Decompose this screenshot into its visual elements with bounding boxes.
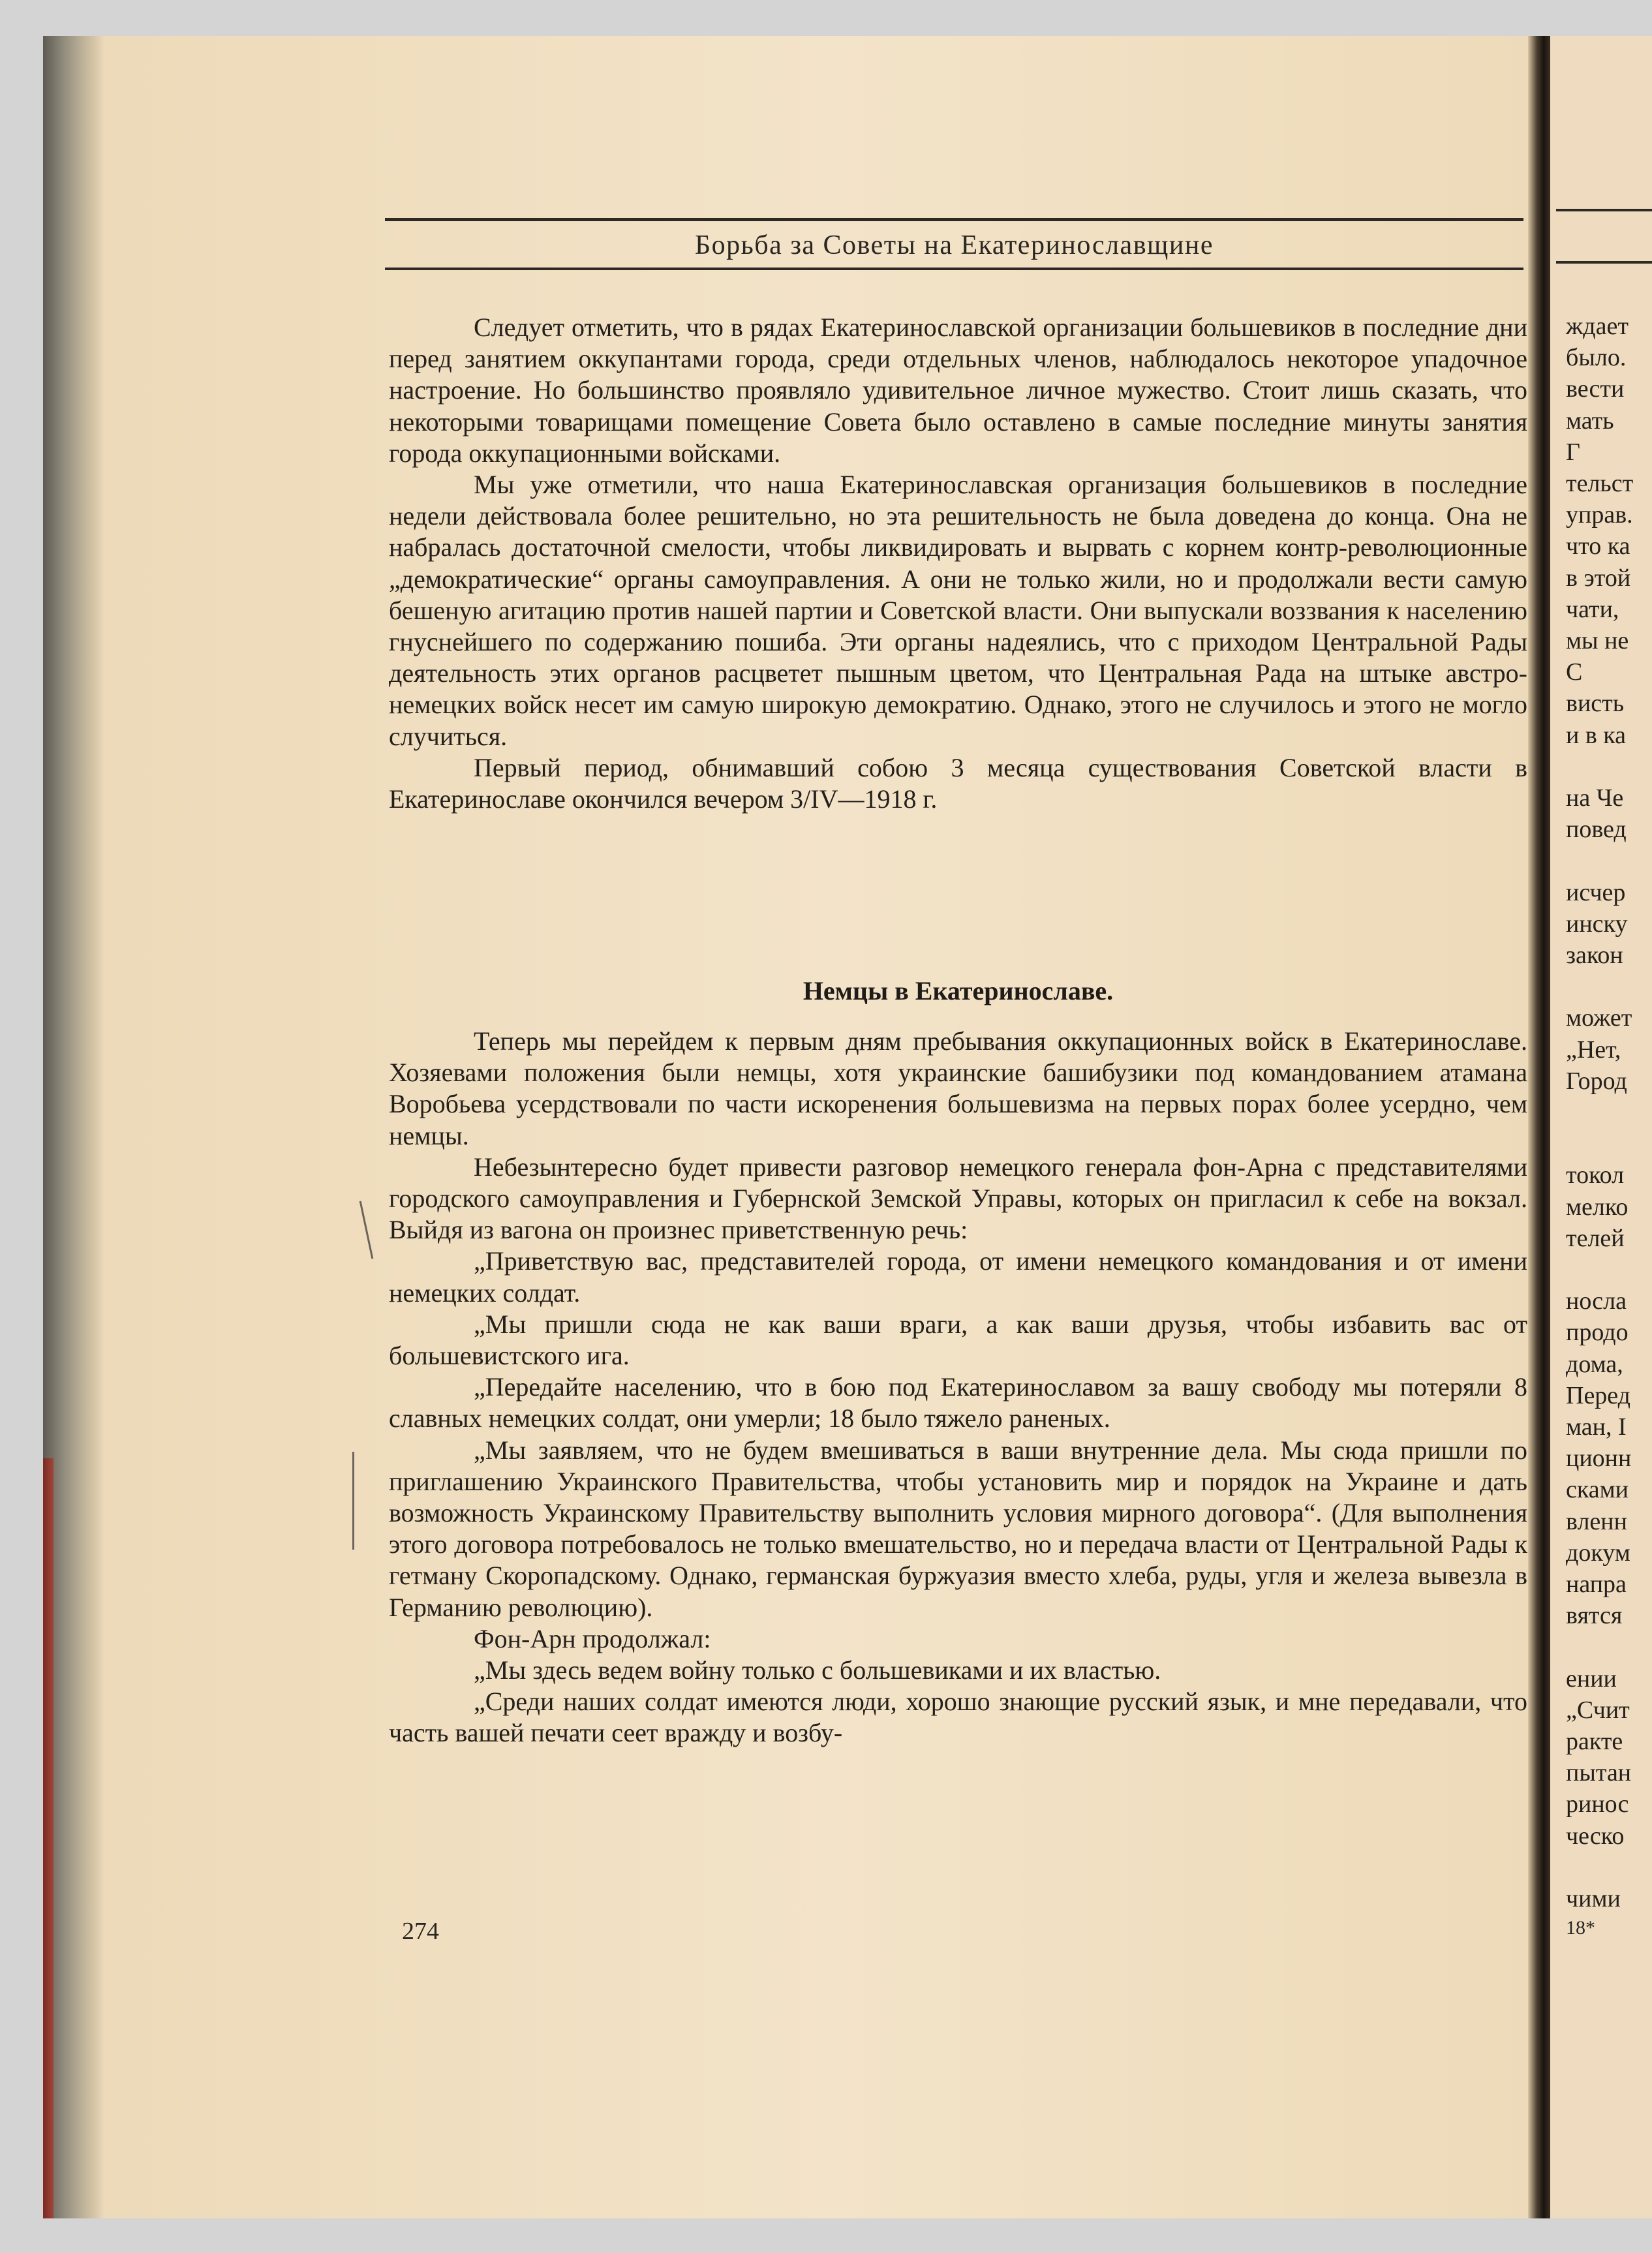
next-page-line: „Нет, <box>1566 1035 1621 1064</box>
quote-paragraph: „Среди наших солдат имеются люди, хорошо знающие русский язык, и мне передавали, что часть вашей печати сеет вражду и возбу- <box>389 1687 1527 1748</box>
next-page-line: чими <box>1566 1885 1621 1912</box>
paragraph: Фон-Арн продолжал: <box>474 1623 711 1653</box>
next-page-line: токол <box>1566 1161 1625 1189</box>
next-page-line: ческо <box>1566 1822 1625 1850</box>
next-page-line: что ка <box>1566 532 1630 560</box>
next-page-line: вятся <box>1566 1602 1623 1630</box>
next-page-line: закон <box>1566 942 1623 969</box>
next-page-line: исчер <box>1566 878 1626 906</box>
next-page-line: вести <box>1566 375 1625 403</box>
quote-paragraph: „Мы здесь ведем войну только с большевиками и их властью. <box>474 1655 1161 1685</box>
next-page-line: и в ка <box>1566 721 1627 749</box>
next-page-line: ении <box>1566 1664 1617 1693</box>
cover-red-edge <box>43 1458 54 2218</box>
next-page-line: пытан <box>1566 1759 1632 1787</box>
next-page-line: ждает <box>1566 313 1629 340</box>
next-page-line: тельст <box>1566 470 1634 497</box>
next-page-line: на Че <box>1566 784 1624 812</box>
next-page-line: мелко <box>1566 1193 1629 1221</box>
quote-paragraph: „Мы заявляем, что не будем вмешиваться в ваши внутренние дела. Мы сюда пришли по приглашению Украинского Правительства, чтобы установить мир и порядок на Украине и дать возможность Украинскому Правительству выполнить условия мирного договора“. (Для выполнения этого договора потребовалось не только вмешательство, но и передача власти от Центральной Рады к гетману Скоропадскому. Однако, германская буржуазия вместо хлеба, руды, угля и железа вывезла в Германию революцию). <box>389 1435 1527 1622</box>
paragraph: Первый период, обнимавший собою 3 месяца существования Советской власти в Екатеринославе окончился вечером 3/IV—1918 г. <box>389 752 1527 814</box>
next-page-line: ционн <box>1566 1445 1632 1473</box>
page-number: 274 <box>402 1918 439 1945</box>
running-head: Борьба за Советы на Екатеринославщине <box>695 230 1214 260</box>
header-rule-bottom <box>385 268 1523 270</box>
next-page-line: ман, I <box>1566 1413 1627 1441</box>
paragraph: Небезынтересно будет привести разговор немецкого генерала фон-Арна с представителями городского самоуправления и Губернской Земской Управы, которых он пригласил к себе на вокзал. Выйдя из вагона он произнес приветственную речь: <box>389 1152 1527 1245</box>
next-page-line: носла <box>1566 1287 1627 1315</box>
next-page-line: в этой <box>1566 564 1631 592</box>
quote-paragraph: „Передайте населению, что в бою под Екатеринославом за вашу свободу мы потеряли 8 славных немецких солдат, они умерли; 18 было тяжело раненых. <box>389 1372 1527 1433</box>
next-page-signature-mark: 18* <box>1566 1917 1595 1939</box>
next-page-line: Город <box>1566 1067 1627 1095</box>
next-page-line: продо <box>1566 1319 1629 1347</box>
next-page-header-rule-bottom <box>1556 261 1652 264</box>
next-page-line: ринос <box>1566 1790 1629 1818</box>
next-page-line: висть <box>1566 690 1625 718</box>
next-page-line: инску <box>1566 910 1628 938</box>
next-page-line: дома, <box>1566 1350 1623 1378</box>
section-title: Немцы в Екатеринославе. <box>803 976 1114 1005</box>
next-page-line: Г <box>1566 438 1580 466</box>
next-page-line: сками <box>1566 1476 1629 1504</box>
next-page-line: Перед <box>1566 1381 1631 1409</box>
next-page-line: напра <box>1566 1571 1627 1598</box>
next-page-line: вленн <box>1566 1507 1627 1535</box>
quote-paragraph: „Приветствую вас, представителей города, от имени немецкого командования и от имени немецких солдат. <box>389 1246 1527 1308</box>
book-gutter <box>1528 36 1550 2218</box>
next-page-line: „Счит <box>1566 1696 1630 1724</box>
next-page-line: ракте <box>1566 1728 1623 1755</box>
next-page-line: чати, <box>1566 595 1619 623</box>
pencil-margin-mark <box>352 1452 354 1550</box>
text-block-bottom <box>389 1026 1527 1749</box>
header-rule-top <box>385 218 1523 221</box>
next-page-line: повед <box>1566 816 1627 844</box>
text-block-top <box>389 312 1527 815</box>
paragraph: Мы уже отметили, что наша Екатеринославская организация большевиков в последние недели действовала более решительно, но эта решительность не была доведена до конца. Она не набралась достаточной смелости, чтобы ликвидировать и вырвать с корнем контр-революционные „демократические“ органы самоуправления. А они не только жили, но и продолжали вести самую бешеную агитацию против нашей партии и Советской власти. Они выпускали воззвания к населению гнуснейшего по содержанию пошиба. Эти органы надеялись, что с приходом Центральной Рады деятельность этих органов расцветет пышным цветом, что Центральная Рада на штыке австро-немецких войск несет им самую широкую демократию. Однако, этого не случилось и этого не могло случиться. <box>389 470 1527 751</box>
quote-paragraph: „Мы пришли сюда не как ваши враги, а как ваши друзья, чтобы избавить вас от большевистского ига. <box>389 1309 1527 1371</box>
paragraph: Следует отметить, что в рядах Екатеринославской организации большевиков в последние дни перед занятием оккупантами города, среди отдельных членов, наблюдалось некоторое упадочное настроение. Но большинство проявляло удивительное личное мужество. Стоит лишь сказать, что некоторыми товарищами помещение Совета было оставлено в самые последние минуты занятия города оккупационными войсками. <box>389 313 1527 468</box>
next-page-line: может <box>1566 1004 1632 1032</box>
next-page-line: управ. <box>1566 501 1633 529</box>
next-page-line: докум <box>1566 1539 1630 1567</box>
next-page-line: было. <box>1566 344 1627 372</box>
next-page-line: мы не <box>1566 627 1629 654</box>
next-page-line: мать <box>1566 406 1614 435</box>
paragraph: Теперь мы перейдем к первым дням пребывания оккупационных войск в Екатеринославе. Хозяевами положения были немцы, хотя украинские башибузики под командованием атамана Воробьева усердствовали по части искоренения большевизма на первых порах более усердно, чем немцы. <box>389 1026 1527 1150</box>
next-page-header-rule-top <box>1556 209 1652 211</box>
next-page-line: С <box>1566 658 1583 686</box>
next-page-line: телей <box>1566 1224 1625 1252</box>
